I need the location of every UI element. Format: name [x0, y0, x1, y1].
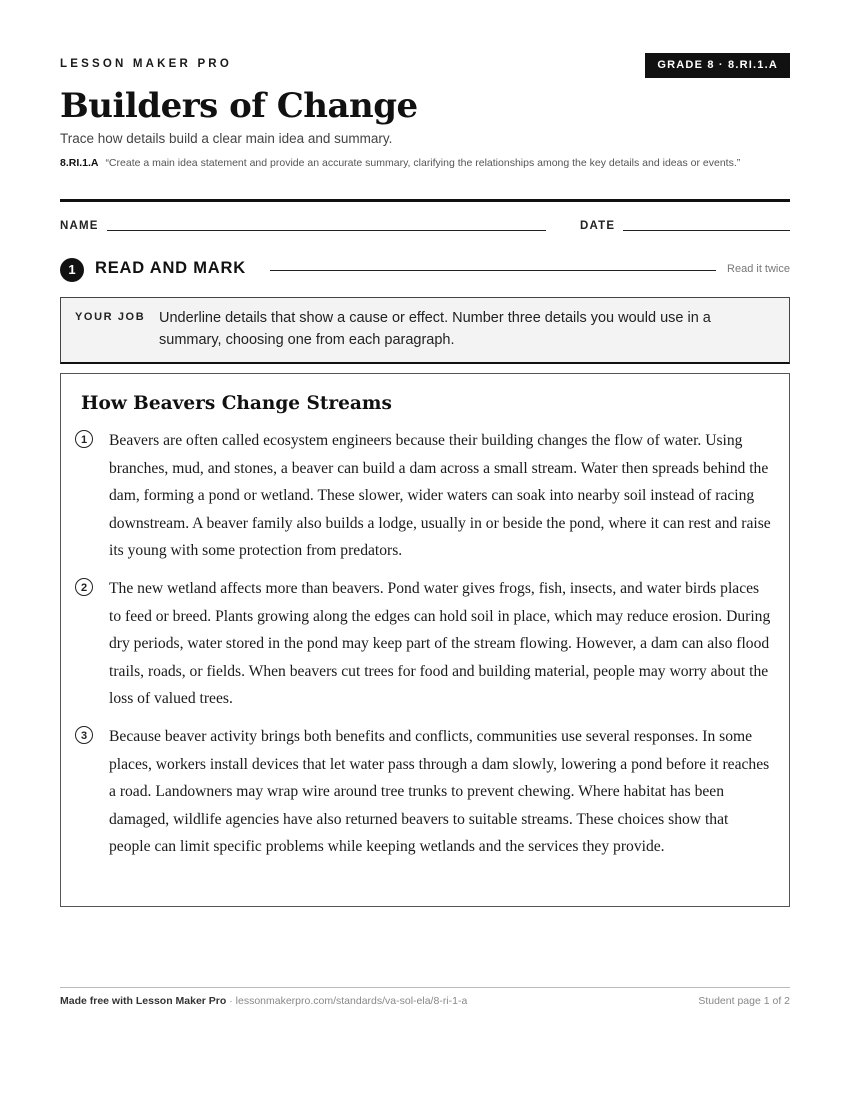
- your-job-box: [60, 297, 790, 364]
- paragraph-text: The new wetland affects more than beavers. Pond water gives frogs, fish, insects, and water birds places to feed or breed. Plants growing along the edges can hold soil in place, which may reduce erosion. During dry periods, water stored in the pond may keep part of the stream flowing. However, a dam can also flood trails, roads, or fields. When beavers cut trees for food and building material, people may worry about the loss of valued trees.: [109, 580, 771, 708]
- header-divider: [60, 199, 790, 202]
- section-note: Read it twice: [727, 263, 790, 275]
- reading-passage: [60, 373, 790, 907]
- date-label: DATE: [580, 220, 616, 232]
- paragraph-number-icon: 2: [75, 578, 93, 596]
- brand-name: LESSON MAKER PRO: [60, 58, 232, 70]
- standard-code: 8.RI.1.A: [60, 157, 99, 169]
- footer-url[interactable]: · lessonmakerpro.com/standards/va-sol-ela/8-ri-1-a: [226, 995, 468, 1007]
- worksheet-page: [60, 0, 790, 1100]
- section-number-badge: 1: [60, 258, 84, 282]
- paragraph-number-icon: 3: [75, 726, 93, 744]
- page-indicator: Student page 1 of 2: [698, 995, 790, 1007]
- paragraph-text: Beavers are often called ecosystem engineers because their building changes the flow of water. Using branches, mud, and stones, a beaver can build a dam across a small stream. Water then spreads behind the dam, forming a pond or wetland. These slower, wider waters can soak into nearby soil instead of racing downstream. A beaver family also builds a lodge, usually in or beside the pond, where it can rest and raise its young with some protection from predators.: [109, 432, 771, 560]
- date-field[interactable]: [623, 230, 790, 231]
- section-title: READ AND MARK: [95, 259, 246, 277]
- standard-text: “Create a main idea statement and provide an accurate summary, clarifying the relationships among the key details and ideas or events.”: [105, 157, 741, 169]
- grade-badge: GRADE 8 · 8.RI.1.A: [645, 53, 790, 78]
- footer-divider: [60, 987, 790, 988]
- name-label: NAME: [60, 220, 99, 232]
- page-subtitle: Trace how details build a clear main idea and summary.: [60, 131, 393, 146]
- passage-title: How Beavers Change Streams: [81, 393, 392, 414]
- name-field[interactable]: [107, 230, 546, 231]
- footer-credit: [60, 995, 467, 1007]
- standard-statement: [60, 155, 790, 171]
- your-job-label: YOUR JOB: [75, 311, 146, 323]
- section-divider: [270, 270, 716, 271]
- footer-made-with: Made free with Lesson Maker Pro: [60, 995, 227, 1007]
- page-title: Builders of Change: [60, 86, 418, 126]
- paragraph-number-icon: 1: [75, 430, 93, 448]
- your-job-text: Underline details that show a cause or effect. Number three details you would use in a summary, choosing one from each paragraph.: [159, 310, 711, 348]
- paragraph-text: Because beaver activity brings both benefits and conflicts, communities use several responses. In some places, workers install devices that let water pass through a dam slowly, lowering a pond before it reaches a road. Landowners may wrap wire around tree trunks to prevent chewing. Where habitat has been damaged, wildlife agencies have also returned beavers to suitable streams. These choices show that people can limit specific problems while keeping wetlands and the services they provide.: [109, 728, 770, 856]
